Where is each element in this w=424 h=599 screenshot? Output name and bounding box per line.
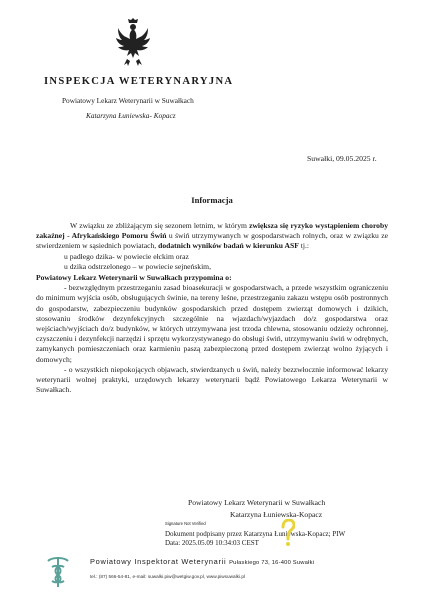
signature-signed-by: Dokument podpisany przez Katarzyna Łuniewska-Kopacz; PIW [165,530,346,538]
footer-address: Pułaskiego 73, 16-400 Suwałki [229,560,315,566]
intro-bold-1: zwiększa się ryzyko wystąpieniem choroby zakaźnej - Afrykańskiego Pomoru Świń [36,221,388,241]
bullet-reporting: - o wszystkich niepokojących objawach, stwierdzanych u świń, należy bezzwłocznie informować lekarzy weterynarii wolnej praktyki, urzędowych lekarzy weterynarii bądź Powiatowego Lekarza Weterynarii w Suwałkach. [36,364,388,395]
intro-bold-2: dodatnich wyników badań w kierunku ASF [158,241,299,251]
intro-text-2: u świń utrzymywanych w gospodarstwach rolnych, oraz w związku ze stwierdzeniem w sąsiednich powiatach, [36,231,388,251]
list-item: u dzika odstrzelonego – w powiecie sejneńskim, [64,261,211,271]
header-person: Katarzyna Łuniewska- Kopacz [86,111,176,120]
reminder-text: Powiatowy Lekarz Weterynarii w Suwałkach przypomina o: [36,273,232,283]
signature-title: Powiatowy Lekarz Weterynarii w Suwałkach [188,498,326,507]
veterinary-caduceus-icon [40,555,76,589]
date-line: Suwałki, 09.05.2025 r. [307,154,377,163]
document-body [36,221,388,395]
signature-person: Katarzyna Łuniewska-Kopacz [230,510,323,519]
document-title: Informacja [191,195,233,205]
footer-title [90,557,314,566]
organization-name: INSPEKCJA WETERYNARYJNA [44,76,234,87]
eagle-emblem-icon [114,18,152,68]
list-item: u padłego dzika- w powiecie ełckim oraz [64,251,189,261]
intro-text-1: W związku ze zbliżającym się sezonem letnim, w którym [70,221,250,230]
intro-text-3: tj.: [298,241,309,251]
reminder-heading [36,273,388,283]
bullet-biosecurity: - bezwzględnym przestrzeganiu zasad bioasekuracji w gospodarstwach, a przede wszystkim ograniczeniu do minimum wyjścia osób, obsługujących świnie, na tereny leśne, przestrzeganiu zakazu wstępu osób postronnych do gospodarstw, zabezpieczeniu budynków gospodarskich przed dostępem zwierząt domowych i dzikich, stosowaniu środków dezynfekcyjnych szczególnie na wjazdach/wyjazdach do/z gospodarstwa oraz wejściach/wyjściach do/z budynków, w których utrzymywana jest trzoda chlewna, stosowaniu odzieży ochronnej, czyszczeniu i dezynfekcji narzędzi i sprzętu wykorzystywanego do obsługi świń, utrzymywaniu świń w odrębnych, zamykanych pomieszczeniach oraz karmieniu paszą zabezpieczoną przed dostępem zwierząt wolno żyjących i domowych; [36,283,388,364]
sub-organization: Powiatowy Lekarz Weterynarii w Suwałkach [62,96,194,105]
footer-contact: tel.: (87) 566-54-81, e-mail: suwalki.piw@wetgiw.gov.pl, www.piwsuwalki.pl [90,574,245,579]
signature-signed-date: Data: 2025.05.09 10:34:03 CEST [165,539,259,547]
question-mark-icon[interactable] [281,519,295,547]
intro-paragraph [36,221,388,252]
signature-status-note: Signature Not Verified [165,521,206,526]
footer-org: Powiatowy Inspektorat Weterynarii [90,557,227,566]
